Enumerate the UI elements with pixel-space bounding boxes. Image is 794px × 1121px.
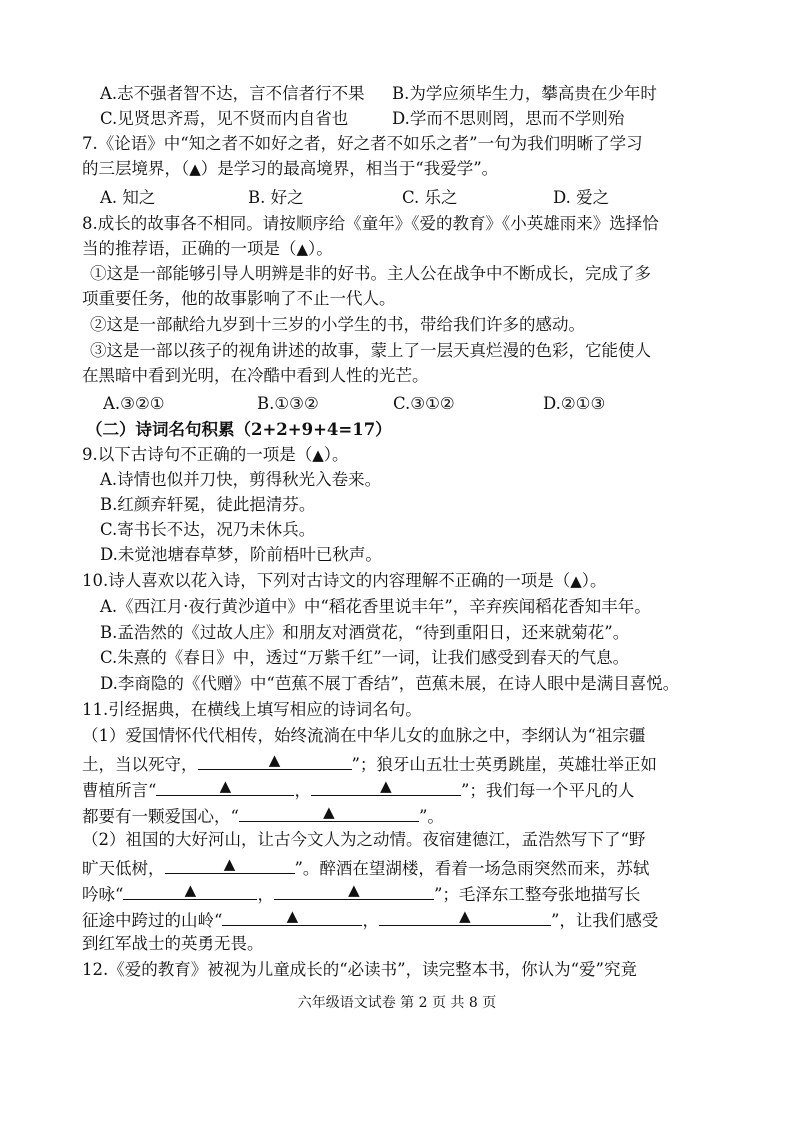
q11-text: 都要有一颗爱国心，“ — [82, 807, 239, 826]
answer-blank-marker: ▲ — [348, 881, 360, 899]
fill-blank[interactable] — [123, 881, 257, 900]
q11-part1-line3 — [82, 777, 634, 802]
q11-part1-line1: （1）爱国情怀代代相传，始终流淌在中华儿女的血脉之中，李纲认为“祖宗疆 — [82, 726, 646, 745]
q7-option-b: B. 好之 — [248, 188, 304, 207]
q7-option-a: A. 知之 — [100, 188, 156, 207]
q11-text: 吟咏“ — [82, 885, 124, 904]
q9-option-a: A.诗情也似并刀快，剪得秋光入卷来。 — [100, 470, 382, 489]
q11-part2-line4 — [82, 907, 658, 932]
q9-option-d: D.未觉池塘春草梦，阶前梧叶已秋声。 — [100, 545, 382, 564]
answer-blank-marker: ▲ — [296, 240, 309, 258]
answer-blank-marker: ▲ — [223, 855, 236, 873]
answer-blank-marker: ▲ — [459, 907, 471, 925]
q9-option-c: C.寄书长不达，况乃未休兵。 — [100, 520, 316, 539]
q8-option-a: A.③②① — [103, 394, 165, 413]
q7-option-c: C. 乐之 — [402, 188, 458, 207]
q10-option-b: B.孟浩然的《过故人庄》和朋友对酒赏花，“待到重阳日，还来就菊花”。 — [100, 623, 630, 642]
q12-stem-line1: 12.《爱的教育》被视为儿童成长的“必读书”，读完整本书，你认为“爱”究竟 — [82, 960, 637, 979]
q11-stem: 11.引经据典，在横线上填写相应的诗词名句。 — [82, 700, 422, 719]
q10-text: 10.诗人喜欢以花入诗，下列对古诗文的内容理解不正确的一项是（ — [82, 571, 571, 590]
q8-option-c: C.③①② — [393, 394, 455, 413]
answer-blank-marker: ▲ — [380, 777, 392, 795]
q11-text: 曹植所言“ — [82, 781, 157, 800]
page-footer: 六年级语文试卷 第 2 页 共 8 页 — [297, 995, 497, 1011]
answer-blank-marker: ▲ — [268, 751, 281, 769]
q6-option-c: C.见贤思齐焉，见不贤而内自省也 — [100, 109, 349, 128]
q7-stem-line2 — [82, 158, 498, 180]
q8-statement-3-line1: ③这是一部以孩子的视角讲述的故事，蒙上了一层天真烂漫的色彩，它能使人 — [90, 341, 651, 360]
fill-blank[interactable] — [239, 803, 419, 822]
q7-option-d: D. 爱之 — [553, 188, 610, 207]
q11-part1-line2 — [82, 751, 657, 776]
q9-option-b: B.红颜弃轩冕，徒此挹清芬。 — [100, 495, 316, 514]
q10-option-c: C.朱熹的《春日》中，透过“万紫千红”一词，让我们感受到春天的气息。 — [100, 648, 630, 667]
q8-stem-line1: 8.成长的故事各不相同。请按顺序给《童年》《爱的教育》《小英雄雨来》选择恰 — [82, 214, 659, 233]
fill-blank[interactable] — [198, 751, 352, 770]
q11-text: ， — [362, 911, 379, 930]
q6-option-b: B.为学应须毕生力，攀高贵在少年时 — [392, 84, 657, 103]
fill-blank[interactable] — [379, 907, 551, 926]
q11-text: 土，当以死守， — [82, 755, 198, 774]
fill-blank[interactable] — [311, 777, 461, 796]
q7-stem-line1: 7.《论语》中“知之者不如好之者，好之者不如乐之者”一句为我们明晰了学习 — [82, 134, 643, 153]
q6-option-d: D.学而不思则罔，思而不学则殆 — [392, 109, 625, 128]
answer-blank-marker: ▲ — [219, 777, 232, 795]
q11-text: ”。醉酒在望湖楼，看着一场急雨突然而来，苏轼 — [294, 859, 650, 878]
q6-option-a: A.志不强者智不达，言不信者行不果 — [100, 84, 365, 103]
answer-blank-marker: ▲ — [323, 803, 335, 821]
q8-statement-1-line2: 项重要任务，他的故事影响了不止一代人。 — [82, 289, 396, 308]
fill-blank[interactable] — [156, 777, 294, 796]
answer-blank-marker: ▲ — [184, 881, 197, 899]
q11-part1-line4 — [82, 803, 444, 828]
q11-text: ， — [294, 781, 311, 800]
q8-statement-2: ②这是一部献给九岁到十三岁的小学生的书，带给我们许多的感动。 — [90, 315, 585, 334]
fill-blank[interactable] — [274, 881, 434, 900]
q10-option-d: D.李商隐的《代赠》中“芭蕉不展丁香结”，芭蕉未展，在诗人眼中是满目喜悦。 — [100, 674, 680, 693]
q11-text: ”，让我们感受 — [550, 911, 659, 930]
q8-statement-1-line1: ①这是一部能够引导人明辨是非的好书。主人公在战争中不断成长，完成了多 — [90, 264, 651, 283]
q11-text: ”；我们每一个平凡的人 — [460, 781, 635, 800]
q11-text: ”；狼牙山五壮士英勇跳崖，英雄壮举正如 — [351, 755, 657, 774]
answer-blank-marker: ▲ — [312, 446, 324, 464]
fill-blank[interactable] — [222, 907, 362, 926]
q8-statement-3-line2: 在黑暗中看到光明，在冷酷中看到人性的光芒。 — [82, 366, 429, 385]
q10-stem — [82, 570, 607, 592]
q8-option-b: B.①③② — [257, 394, 319, 413]
fill-blank[interactable] — [165, 855, 295, 874]
q11-part2-line3 — [82, 881, 640, 906]
q10-text: ）。 — [581, 571, 607, 590]
q9-text: ）。 — [323, 445, 349, 464]
q10-option-a: A.《西江月·夜行黄沙道中》中“稻花香里说丰年”，辛弃疾闻稻花香知丰年。 — [100, 597, 651, 616]
q8-text: ）。 — [308, 239, 333, 258]
answer-blank-marker: ▲ — [189, 160, 201, 178]
q11-part2-line2 — [82, 855, 649, 880]
q11-text: ”。 — [418, 807, 444, 826]
q8-stem-line2 — [82, 238, 333, 260]
q9-text: 9.以下古诗句不正确的一项是（ — [82, 445, 313, 464]
q9-stem — [82, 444, 349, 466]
q11-text: ， — [257, 885, 274, 904]
q11-text: 征途中跨过的山岭“ — [82, 911, 223, 930]
q7-text: 的三层境界，（ — [82, 159, 190, 178]
q11-part2-line5: 到红军战士的英勇无畏。 — [82, 934, 264, 953]
answer-blank-marker: ▲ — [286, 907, 299, 925]
q11-part2-line1: （2）祖国的大好河山，让古今文人为之动情。夜宿建德江，孟浩然写下了“野 — [82, 830, 646, 849]
section-heading: （二）诗词名句积累（2+2+9+4=17） — [86, 420, 392, 439]
answer-blank-marker: ▲ — [570, 572, 582, 590]
q11-text: ”；毛泽东工整夸张地描写长 — [433, 885, 641, 904]
q7-text: ）是学习的最高境界，相当于“我爱学”。 — [200, 159, 499, 178]
q11-text: 旷天低树， — [82, 859, 165, 878]
q8-text: 当的推荐语，正确的一项是（ — [82, 239, 297, 258]
q8-option-d: D.②①③ — [543, 394, 606, 413]
